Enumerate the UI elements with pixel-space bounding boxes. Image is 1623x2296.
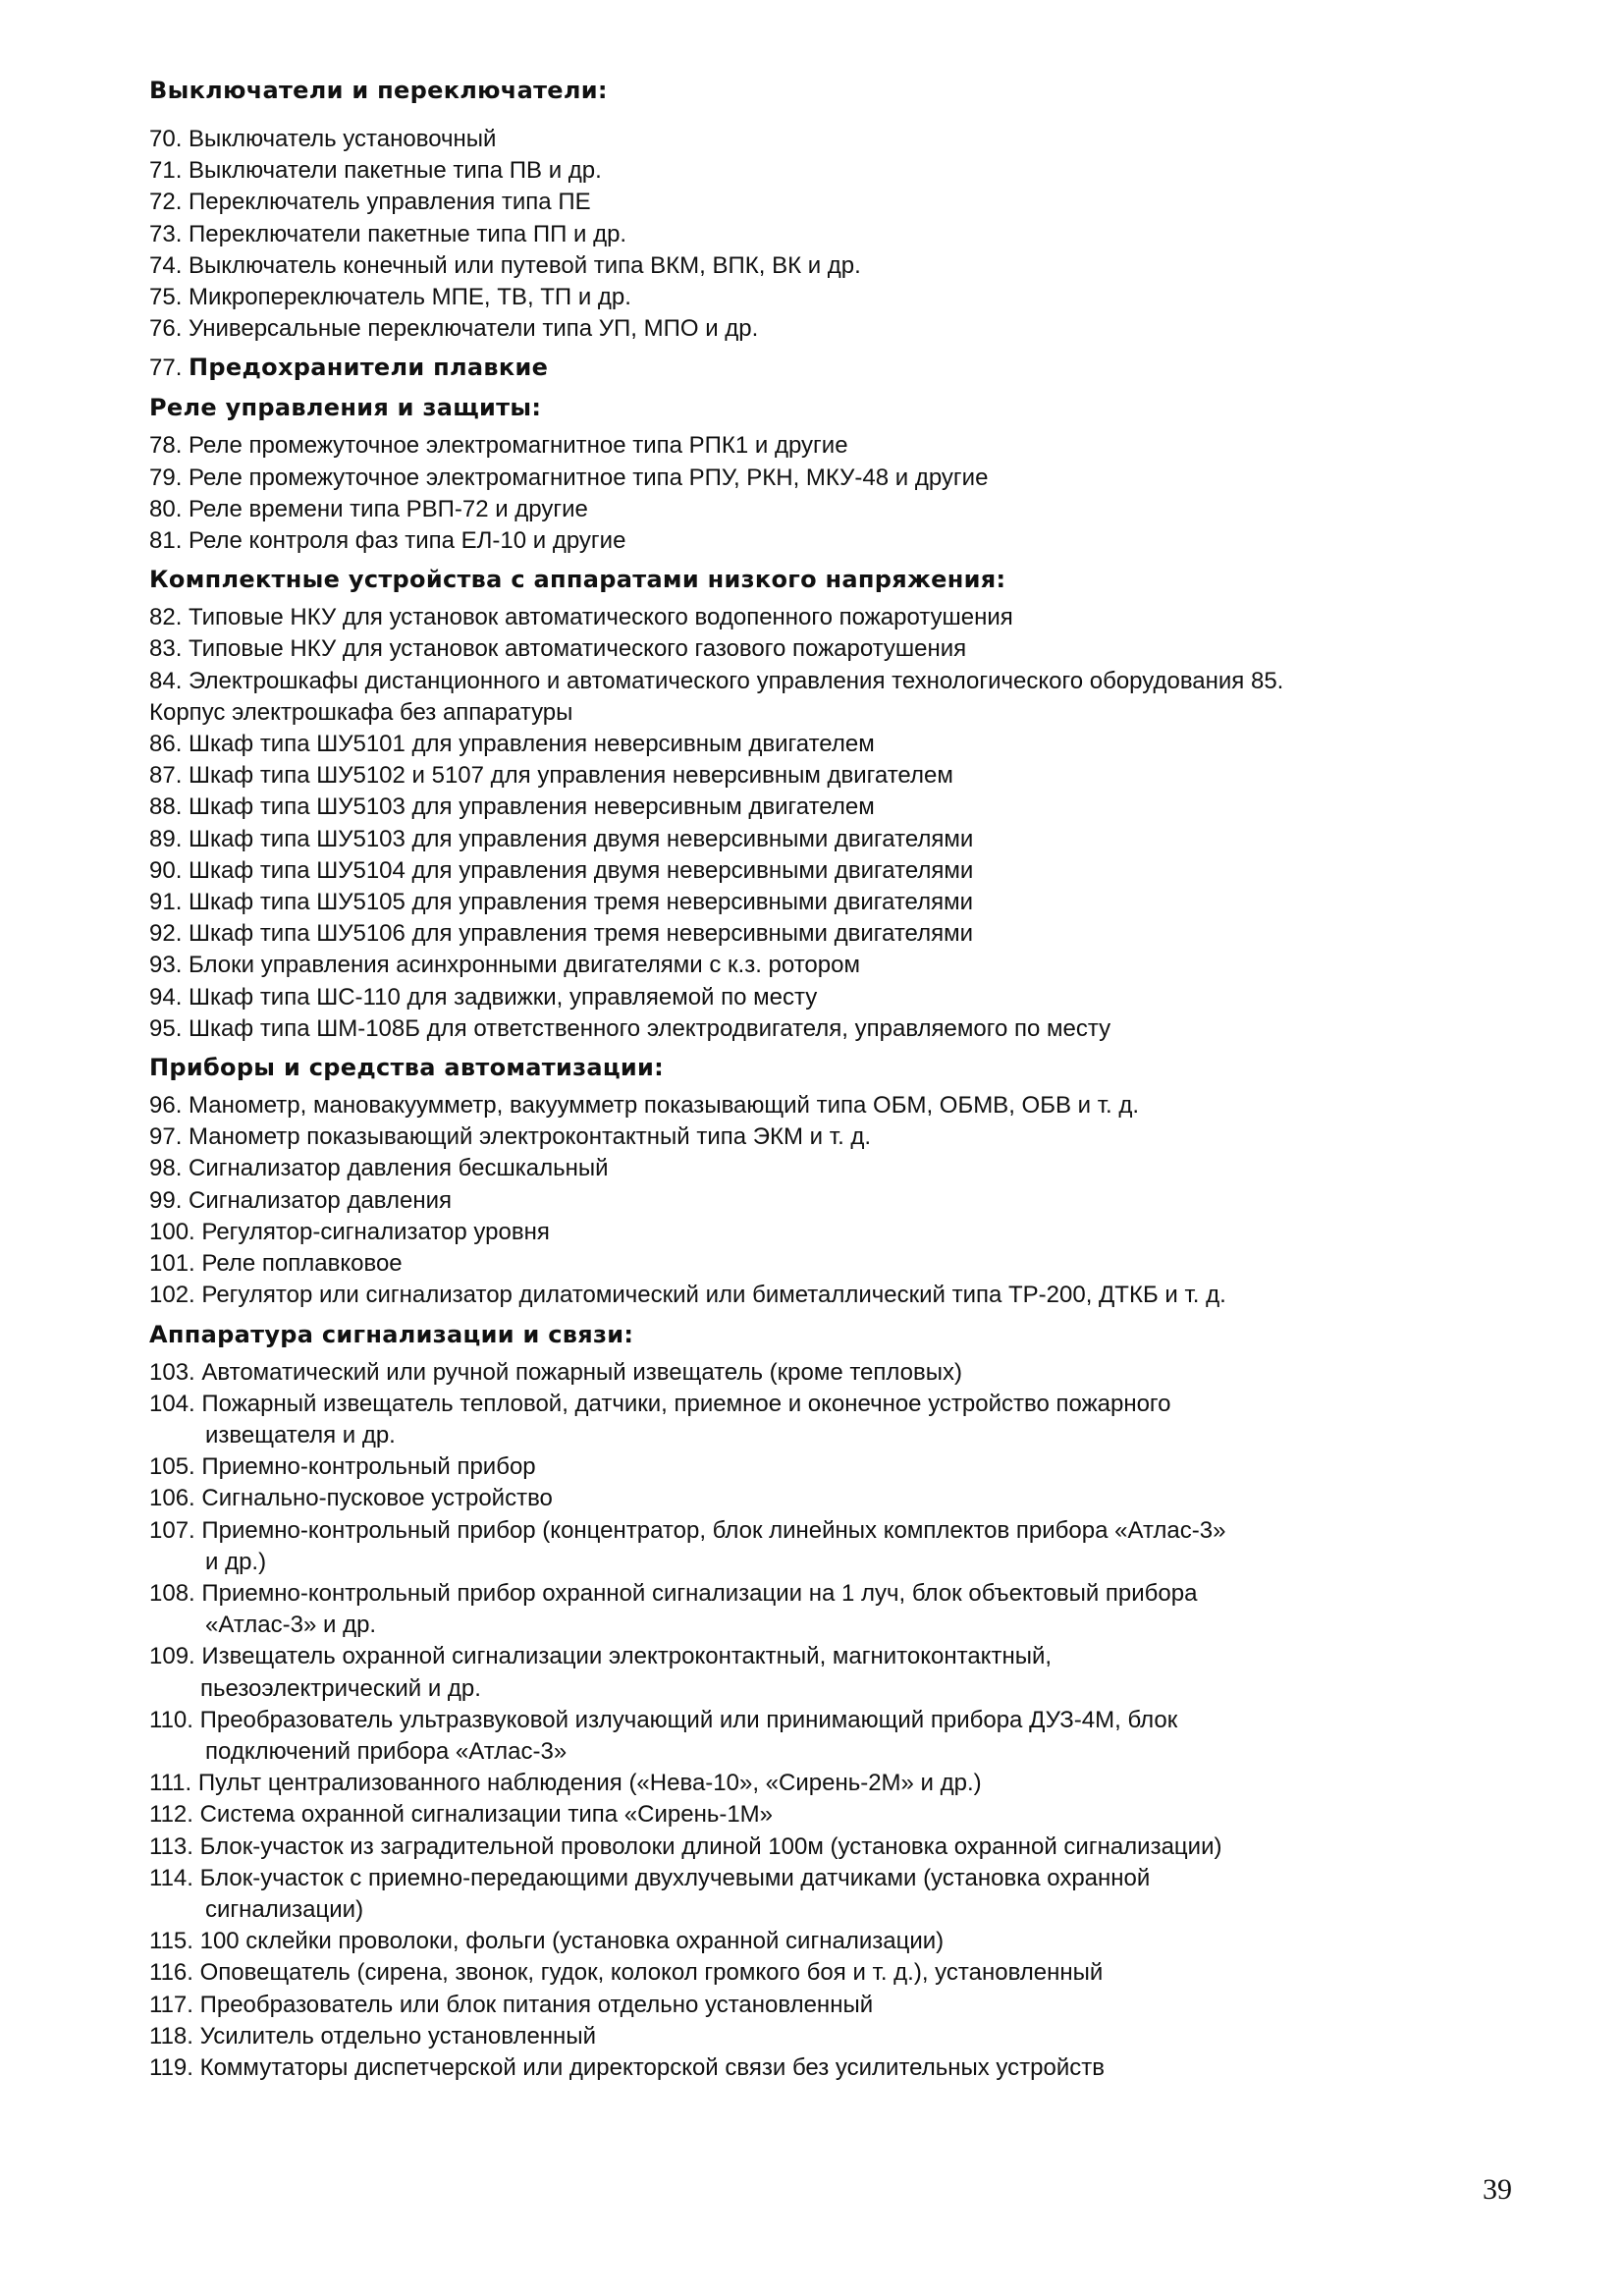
list-item: 92. Шкаф типа ШУ5106 для управления тремя неверсивными двигателями	[149, 920, 974, 948]
list-item: 80. Реле времени типа РВП-72 и другие	[149, 495, 588, 522]
section-heading-complete-devices: Комплектные устройства с аппаратами низкого напряжения:	[149, 566, 1006, 594]
list-item: 93. Блоки управления асинхронными двигателями с к.з. ротором	[149, 952, 860, 979]
list-item: 106. Сигнально-пусковое устройство	[149, 1485, 553, 1512]
list-item: 102. Регулятор или сигнализатор дилатомический или биметаллический типа ТР-200, ДТКБ и т. д.	[149, 1282, 1226, 1309]
list-item: 116. Оповещатель (сирена, звонок, гудок, колокол громкого боя и т. д.), установленный	[149, 1959, 1104, 1987]
list-item: 107. Приемно-контрольный прибор (концентратор, блок линейных комплектов прибора «Атлас-3» и др.)	[149, 1516, 1226, 1575]
section-heading-switches: Выключатели и переключатели:	[149, 77, 608, 104]
list-item: 98. Сигнализатор давления бесшкальный	[149, 1155, 609, 1182]
list-item: 95. Шкаф типа ШМ-108Б для ответственного электродвигателя, управляемого по месту	[149, 1014, 1111, 1042]
section-heading-relays: Реле управления и защиты:	[149, 394, 542, 422]
section-heading-alarm: Аппаратура сигнализации и связи:	[149, 1320, 634, 1348]
list-item: 118. Усилитель отдельно установленный	[149, 2022, 596, 2050]
switches-list	[149, 124, 1524, 345]
document-page	[149, 74, 1524, 2084]
list-item: 86. Шкаф типа ШУ5101 для управления неверсивным двигателем	[149, 731, 875, 758]
list-item: 74. Выключатель конечный или путевой типа ВКМ, ВПК, ВК и др.	[149, 251, 861, 279]
fuses-number: 77.	[149, 355, 183, 382]
list-item: 100. Регулятор-сигнализатор уровня	[149, 1218, 550, 1245]
list-item: 108. Приемно-контрольный прибор охранной сигнализации на 1 луч, блок объектовый прибора «Атлас-3» и др.	[149, 1579, 1198, 1639]
list-item: 81. Реле контроля фаз типа ЕЛ-10 и другие	[149, 527, 626, 555]
instruments-list	[149, 1090, 1524, 1311]
page-number: 39	[1483, 2173, 1512, 2206]
list-item: 71. Выключатели пакетные типа ПВ и др.	[149, 157, 602, 185]
list-item: 88. Шкаф типа ШУ5103 для управления неверсивным двигателем	[149, 793, 875, 821]
list-item: 89. Шкаф типа ШУ5103 для управления двумя неверсивными двигателями	[149, 825, 974, 852]
list-item: 78. Реле промежуточное электромагнитное типа РПК1 и другие	[149, 432, 848, 460]
relays-list	[149, 430, 1524, 557]
list-item: 84. Электрошкафы дистанционного и автоматического управления технологического оборудования 85.	[149, 667, 1284, 694]
list-item: 101. Реле поплавковое	[149, 1250, 403, 1278]
list-item: 110. Преобразователь ультразвуковой излучающий или принимающий прибора ДУЗ-4М, блок подключений прибора «Атлас-3»	[149, 1706, 1178, 1765]
list-item: 79. Реле промежуточное электромагнитное типа РПУ, РКН, МКУ-48 и другие	[149, 464, 989, 491]
list-item: 112. Система охранной сигнализации типа «Сирень-1М»	[149, 1801, 774, 1829]
list-item: 72. Переключатель управления типа ПЕ	[149, 189, 591, 216]
list-item: 99. Сигнализатор давления	[149, 1186, 453, 1214]
list-item: 117. Преобразователь или блок питания отдельно установленный	[149, 1991, 874, 2018]
list-item: 96. Манометр, мановакуумметр, вакуумметр показывающий типа ОБМ, ОБМВ, ОБВ и т. д.	[149, 1092, 1140, 1120]
list-item: 87. Шкаф типа ШУ5102 и 5107 для управления неверсивным двигателем	[149, 762, 953, 790]
list-item: 119. Коммутаторы диспетчерской или директорской связи без усилительных устройств	[149, 2053, 1105, 2081]
fuses-title: Предохранители плавкие	[189, 354, 549, 382]
list-item: 104. Пожарный извещатель тепловой, датчики, приемное и оконечное устройство пожарного извещателя и др.	[149, 1390, 1171, 1449]
list-item: 111. Пульт централизованного наблюдения («Нева-10», «Сирень-2М» и др.)	[149, 1770, 982, 1797]
list-item: 105. Приемно-контрольный прибор	[149, 1453, 536, 1481]
list-item: 90. Шкаф типа ШУ5104 для управления двумя неверсивными двигателями	[149, 856, 974, 884]
list-item: 82. Типовые НКУ для установок автоматического водопенного пожаротушения	[149, 604, 1013, 631]
list-item: 113. Блок-участок из заградительной проволоки длиной 100м (установка охранной сигнализации)	[149, 1832, 1222, 1860]
list-item: 109. Извещатель охранной сигнализации электроконтактный, магнитоконтактный, пьезоэлектрический и др.	[149, 1643, 1053, 1702]
list-item: Корпус электрошкафа без аппаратуры	[149, 698, 573, 726]
list-item: 76. Универсальные переключатели типа УП, МПО и др.	[149, 315, 759, 343]
fuses-heading	[149, 351, 1524, 385]
complete-devices-list	[149, 602, 1524, 1045]
list-item: 115. 100 склейки проволоки, фольги (установка охранной сигнализации)	[149, 1928, 945, 1955]
list-item: 103. Автоматический или ручной пожарный извещатель (кроме тепловых)	[149, 1358, 963, 1386]
list-item: 97. Манометр показывающий электроконтактный типа ЭКМ и т. д.	[149, 1123, 872, 1151]
alarm-list	[149, 1357, 1524, 2085]
section-heading-instruments: Приборы и средства автоматизации:	[149, 1054, 665, 1082]
list-item: 83. Типовые НКУ для установок автоматического газового пожаротушения	[149, 635, 967, 663]
list-item: 73. Переключатели пакетные типа ПП и др.	[149, 220, 627, 247]
list-item: 94. Шкаф типа ШС-110 для задвижки, управляемой по месту	[149, 983, 818, 1011]
list-item: 75. Микропереключатель МПЕ, ТВ, ТП и др.	[149, 284, 631, 311]
list-item: 70. Выключатель установочный	[149, 126, 497, 152]
list-item: 91. Шкаф типа ШУ5105 для управления тремя неверсивными двигателями	[149, 889, 974, 916]
list-item: 114. Блок-участок с приемно-передающими двухлучевыми датчиками (установка охранной сигнализации)	[149, 1864, 1151, 1923]
